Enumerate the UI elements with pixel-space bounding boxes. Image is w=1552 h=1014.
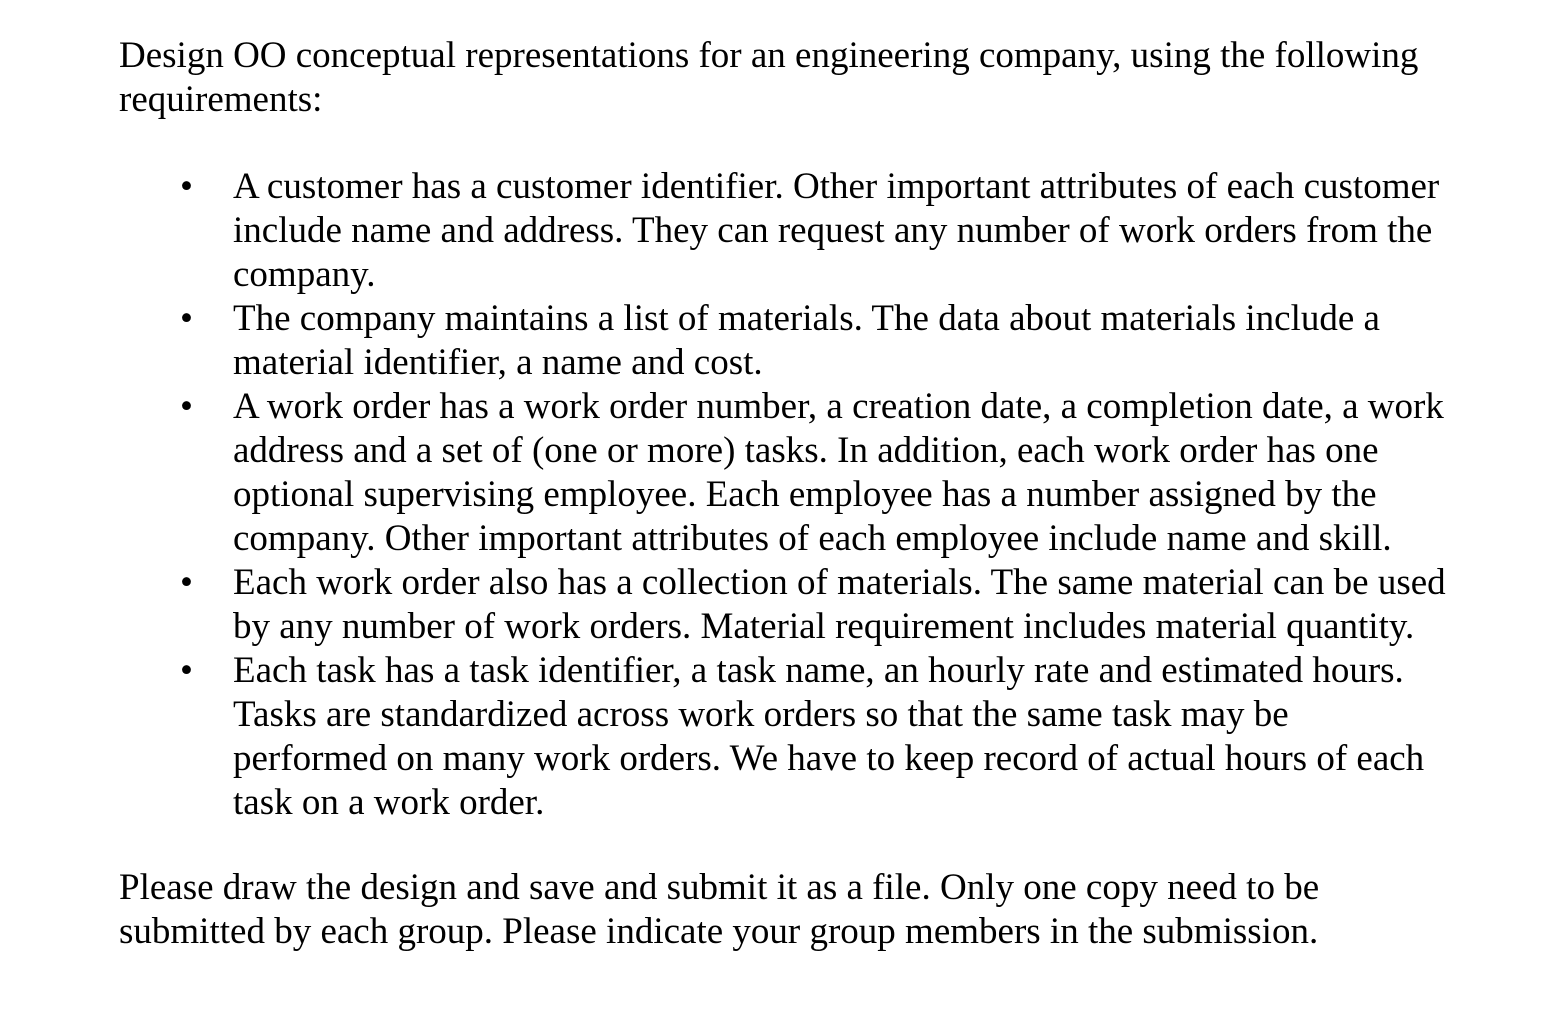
requirements-list xyxy=(0,165,1513,825)
requirement-line: Tasks are standardized across work orders so that the same task may be xyxy=(233,694,1289,735)
requirement-customer xyxy=(0,165,1513,297)
requirement-line: company. xyxy=(233,254,376,295)
requirement-text xyxy=(233,297,1513,385)
requirement-line: The company maintains a list of materials. The data about materials include a xyxy=(233,298,1380,339)
requirement-line: Each task has a task identifier, a task name, an hourly rate and estimated hours. xyxy=(233,650,1404,691)
bullet-icon: • xyxy=(180,298,193,339)
requirement-text xyxy=(233,165,1513,297)
requirement-line: company. Other important attributes of each employee include name and skill. xyxy=(233,518,1392,559)
bullet-icon: • xyxy=(180,386,193,427)
intro-paragraph xyxy=(119,34,1499,122)
requirement-work-order-materials xyxy=(0,561,1513,649)
closing-paragraph xyxy=(119,866,1499,954)
intro-line: Design OO conceptual representations for an engineering company, using the following xyxy=(119,35,1419,76)
requirement-line: include name and address. They can request any number of work orders from the xyxy=(233,210,1433,251)
requirement-line: Each work order also has a collection of materials. The same material can be used xyxy=(233,562,1446,603)
requirement-line: A work order has a work order number, a creation date, a completion date, a work xyxy=(233,386,1444,427)
requirement-line: address and a set of (one or more) tasks. In addition, each work order has one xyxy=(233,430,1379,471)
requirement-work-order xyxy=(0,385,1513,561)
requirement-line: optional supervising employee. Each employee has a number assigned by the xyxy=(233,474,1377,515)
requirement-text xyxy=(233,649,1513,825)
requirement-line: performed on many work orders. We have to keep record of actual hours of each xyxy=(233,738,1425,779)
requirement-line: A customer has a customer identifier. Other important attributes of each customer xyxy=(233,166,1440,207)
requirement-line: task on a work order. xyxy=(233,782,545,823)
closing-line: Please draw the design and save and submit it as a file. Only one copy need to be xyxy=(119,867,1320,908)
bullet-icon: • xyxy=(180,562,193,603)
requirement-task xyxy=(0,649,1513,825)
bullet-icon: • xyxy=(180,650,193,691)
requirement-materials xyxy=(0,297,1513,385)
intro-line: requirements: xyxy=(119,79,323,120)
requirement-line: by any number of work orders. Material requirement includes material quantity. xyxy=(233,606,1415,647)
requirement-text xyxy=(233,385,1513,561)
requirement-text xyxy=(233,561,1513,649)
bullet-icon: • xyxy=(180,166,193,207)
requirement-line: material identifier, a name and cost. xyxy=(233,342,763,383)
closing-line: submitted by each group. Please indicate your group members in the submission. xyxy=(119,911,1319,952)
